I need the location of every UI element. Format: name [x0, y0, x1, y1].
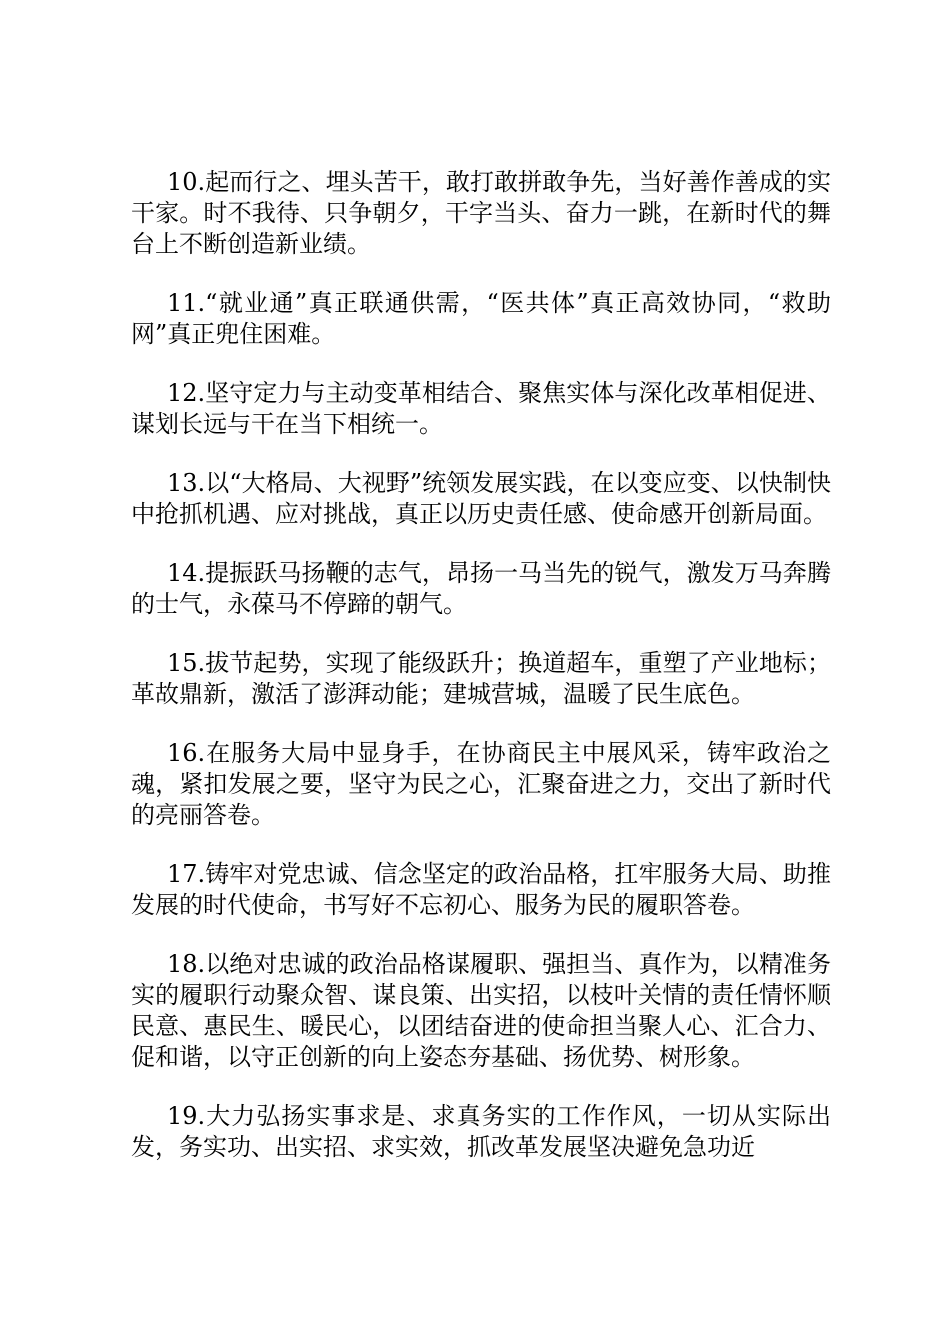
paragraph-16: 16.在服务大局中显身手，在协商民主中展风采，铸牢政治之魂，紧扣发展之要，坚守为民之心，汇聚奋进之力，交出了新时代的亮丽答卷。 — [131, 739, 831, 829]
paragraph-14: 14.提振跃马扬鞭的志气，昂扬一马当先的锐气，激发万马奔腾的士气，永葆马不停蹄的朝气。 — [131, 559, 831, 618]
paragraph-17: 17.铸牢对党忠诚、信念坚定的政治品格，扛牢服务大局、助推发展的时代使命，书写好不忘初心、服务为民的履职答卷。 — [131, 860, 831, 919]
document-body — [131, 167, 831, 1191]
paragraph-11: 11.“就业通”真正联通供需，“医共体”真正高效协同，“救助网”真正兜住困难。 — [131, 289, 831, 348]
paragraph-10: 10.起而行之、埋头苦干，敢打敢拼敢争先，当好善作善成的实干家。时不我待、只争朝夕，干字当头、奋力一跳，在新时代的舞台上不断创造新业绩。 — [131, 168, 831, 258]
paragraph-13: 13.以“大格局、大视野”统领发展实践，在以变应变、以快制快中抢抓机遇、应对挑战，真正以历史责任感、使命感开创新局面。 — [131, 469, 831, 528]
paragraph-15: 15.拔节起势，实现了能级跃升；换道超车，重塑了产业地标；革故鼎新，激活了澎湃动能；建城营城，温暖了民生底色。 — [131, 649, 831, 708]
paragraph-18: 18.以绝对忠诚的政治品格谋履职、强担当、真作为，以精准务实的履职行动聚众智、谋良策、出实招，以枝叶关情的责任情怀顺民意、惠民生、暖民心，以团结奋进的使命担当聚人心、汇合力、促和谐，以守正创新的向上姿态夯基础、扬优势、树形象。 — [131, 950, 831, 1071]
paragraph-12: 12.坚守定力与主动变革相结合、聚焦实体与深化改革相促进、谋划长远与干在当下相统一。 — [131, 379, 831, 438]
paragraph-19: 19.大力弘扬实事求是、求真务实的工作作风，一切从实际出发，务实功、出实招、求实效，抓改革发展坚决避免急功近 — [131, 1102, 831, 1161]
